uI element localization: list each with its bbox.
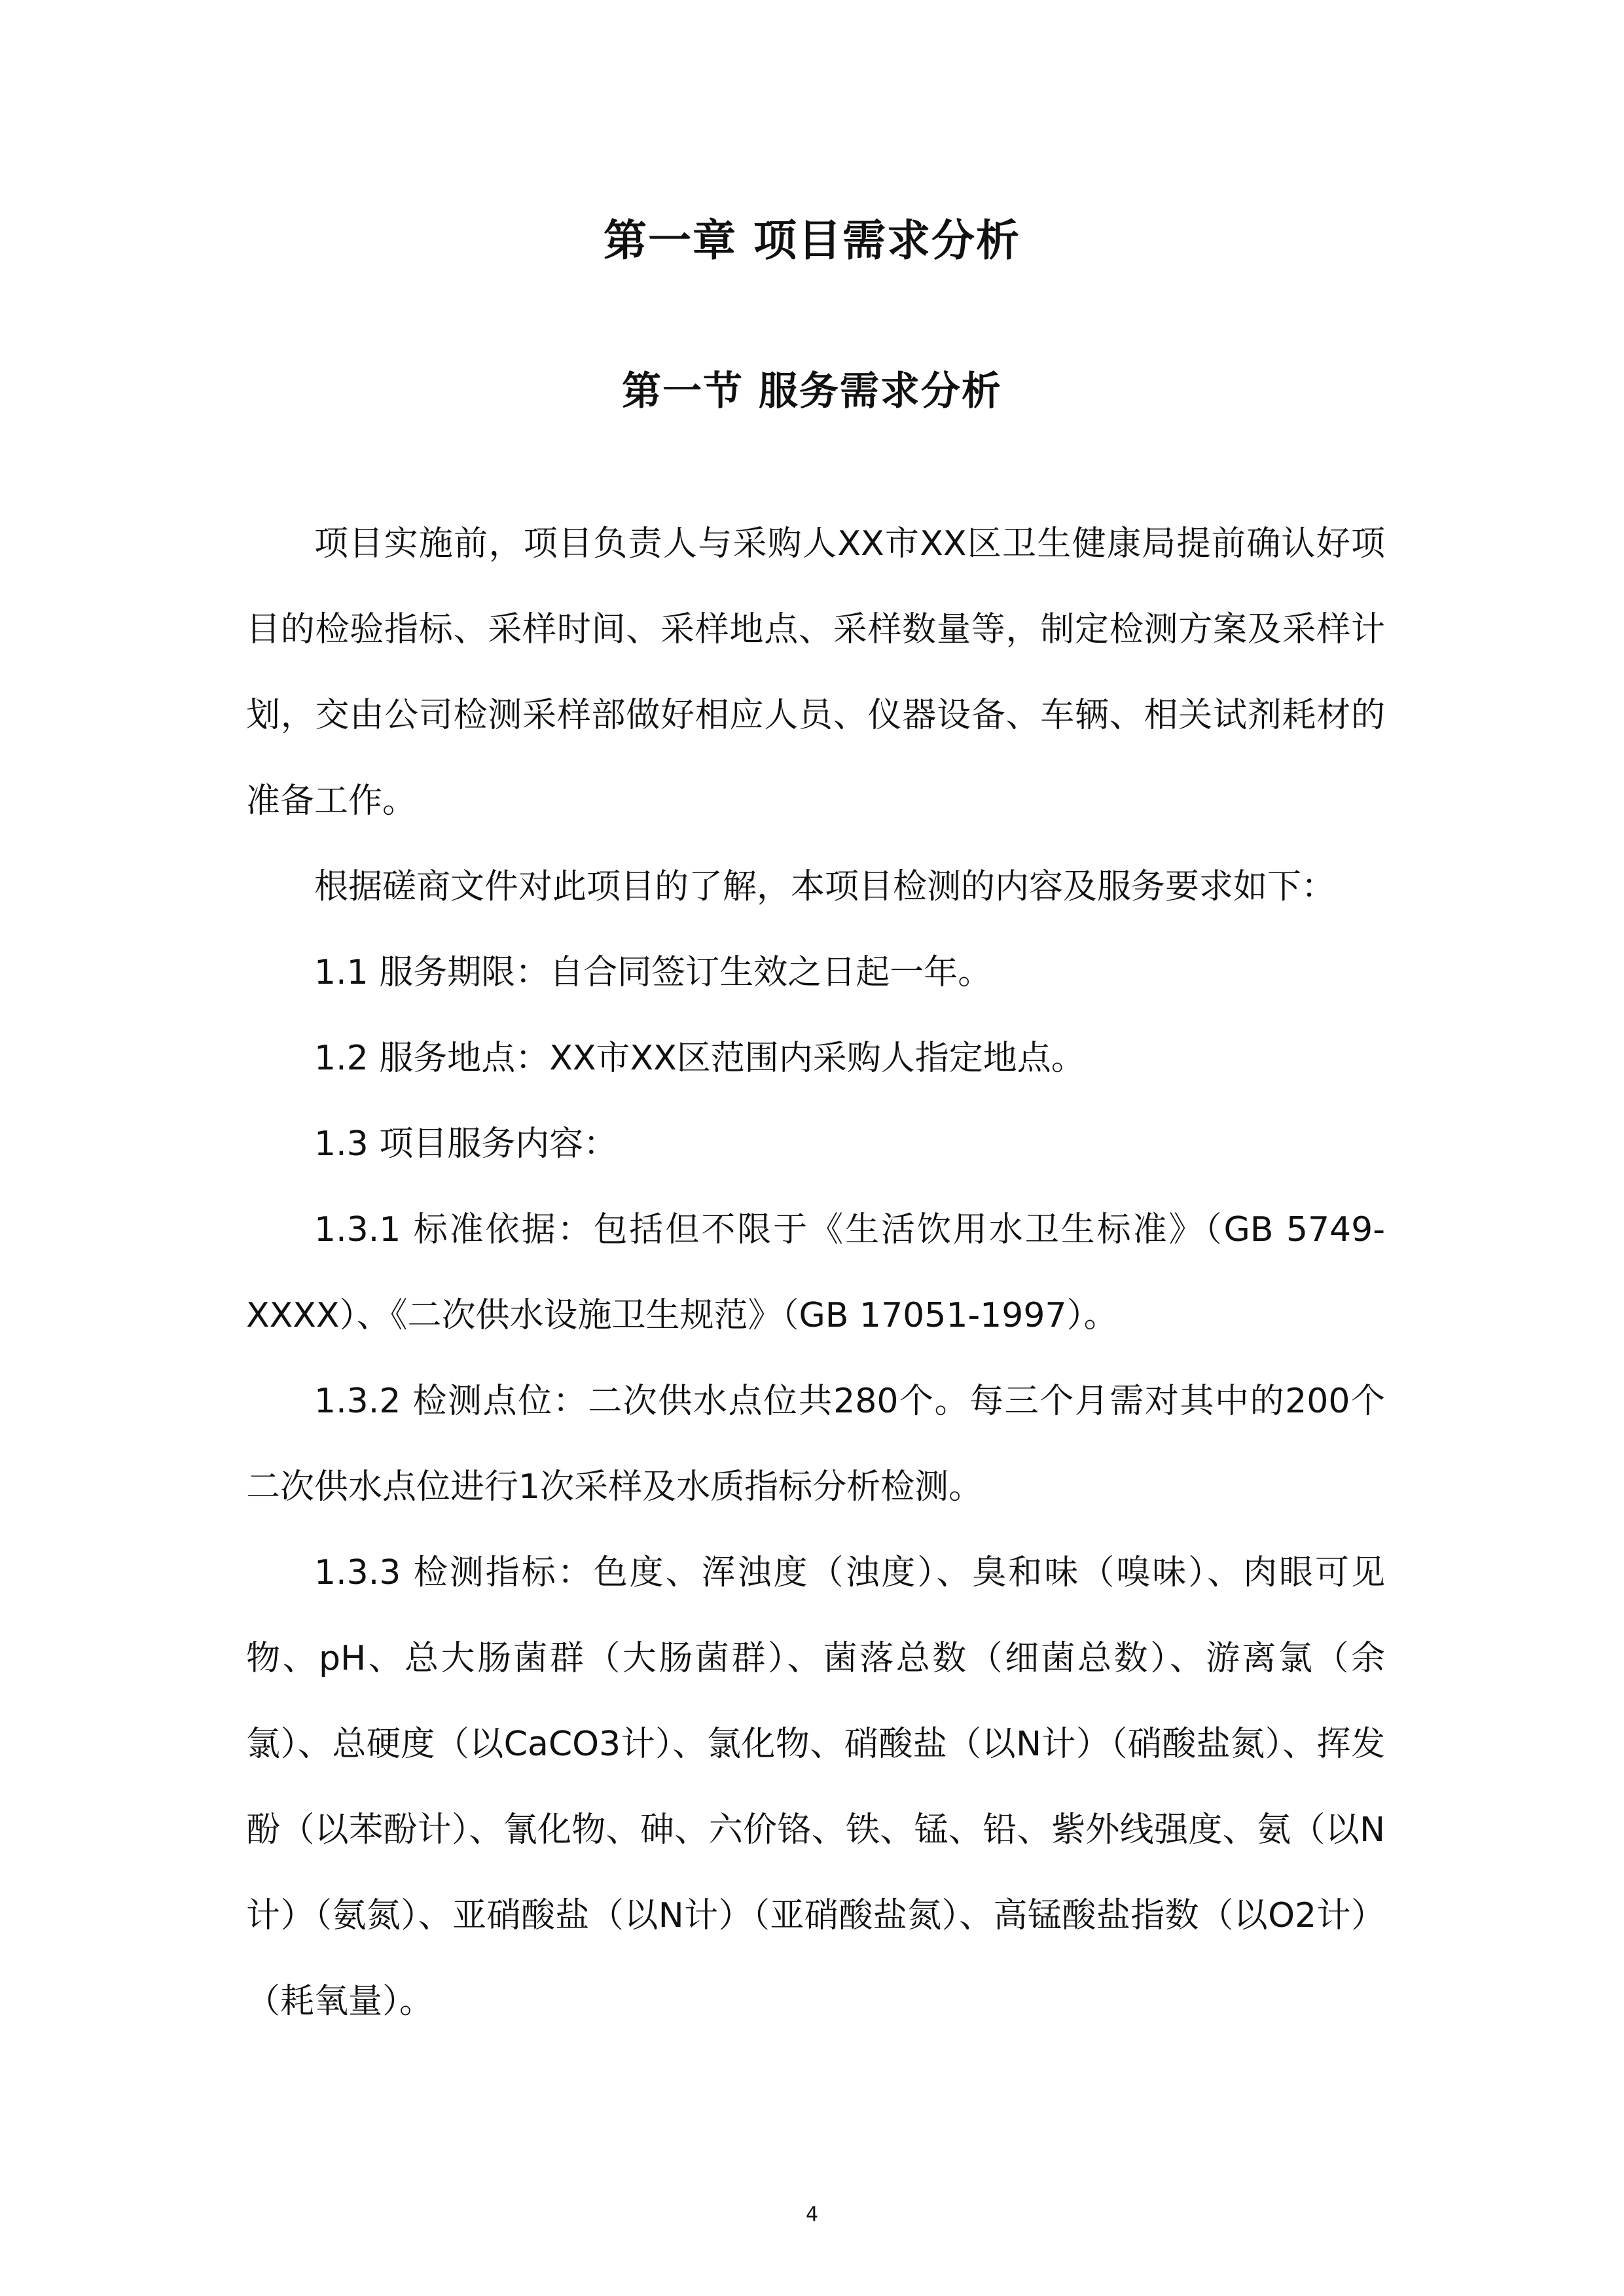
paragraph-service-content: 1.3 项目服务内容： — [314, 1124, 618, 1164]
paragraph-standards: 1.3.1 标准依据：包括但不限于《生活饮用水卫生标准》（GB 5749-XXXX）、《二次供水设施卫生规范》（GB 17051-1997）。 — [246, 1210, 1385, 1335]
chapter-title: 第一章 项目需求分析 — [604, 215, 1020, 266]
section-title: 第一节 服务需求分析 — [622, 368, 1002, 414]
document-body — [246, 501, 1385, 2045]
paragraph-intro: 项目实施前，项目负责人与采购人XX市XX区卫生健康局提前确认好项目的检验指标、采样时间、采样地点、采样数量等，制定检测方案及采样计划，交由公司检测采样部做好相应人员、仪器设备、车辆、相关试剂耗材的准备工作。 — [246, 524, 1385, 821]
page-number: 4 — [805, 2203, 819, 2226]
paragraph-service-period: 1.1 服务期限：自合同签订生效之日起一年。 — [314, 953, 992, 992]
paragraph-sampling-points: 1.3.2 检测点位：二次供水点位共280个。每三个月需对其中的200个二次供水点位进行1次采样及水质指标分析检测。 — [246, 1382, 1385, 1507]
paragraph-test-indicators: 1.3.3 检测指标：色度、浑浊度（浊度）、臭和味（嗅味）、肉眼可见物、pH、总大肠菌群（大肠菌群）、菌落总数（细菌总数）、游离氯（余氯）、总硬度（以CaCO3计）、氯化物、硝酸盐（以N计）（硝酸盐氮）、挥发酚（以苯酚计）、氰化物、砷、六价铬、铁、锰、铅、紫外线强度、氨（以N计）（氨氮）、亚硝酸盐（以N计）（亚硝酸盐氮）、高锰酸盐指数（以O2计）（耗氧量）。 — [246, 1553, 1385, 2021]
paragraph-service-location: 1.2 服务地点：XX市XX区范围内采购人指定地点。 — [314, 1039, 1085, 1078]
paragraph-scope: 根据磋商文件对此项目的了解，本项目检测的内容及服务要求如下： — [314, 867, 1336, 906]
